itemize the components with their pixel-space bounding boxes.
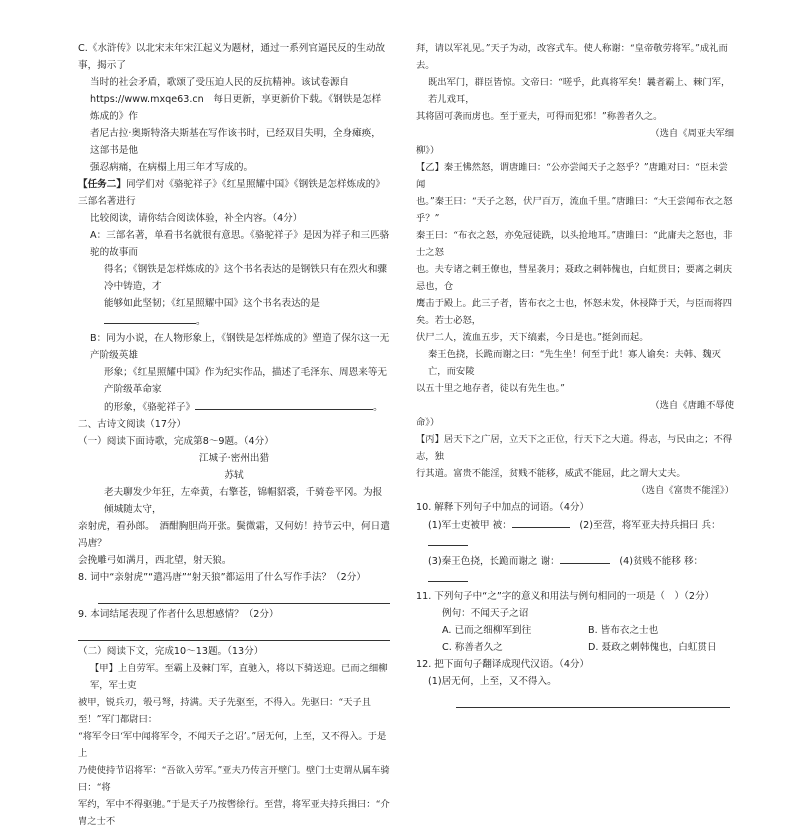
subsection-heading: （一）阅读下面诗歌，完成第8～9题。（4分） (78, 436, 274, 447)
passage-yi-line: 秦王曰：“布衣之怒，亦免冠徒跣，以头抢地耳。”唐雎曰：“此庸夫之怒也，非士之怒 (416, 230, 733, 258)
question-12: 12. 把下面句子翻译成现代汉语。（4分） (416, 659, 590, 670)
task2-b-line: 的形象，《骆驼祥子》 。 (78, 398, 390, 416)
task2-a-line: A：三部名著，单看书名就很有意思。《骆驼祥子》是因为祥子和三匹骆驼的故事而 (90, 230, 390, 258)
task2-b-line: 形象；《红星照耀中国》作为纪实作品，描述了毛泽东、周恩来等无产阶级革命家 (104, 367, 388, 395)
task2-b-line: B：同为小说，在人物形象上，《钢铁是怎样炼成的》塑造了保尔这一无产阶级英雄 (90, 333, 390, 361)
question-8: 8. 词中“亲射虎”“遣冯唐”“射天狼”都运用了什么写作手法？（2分） (78, 572, 366, 583)
question-9: 9. 本词结尾表现了作者什么思想感情？（2分） (78, 609, 279, 620)
option-c[interactable]: C. 称善者久之 (442, 642, 503, 653)
left-column (78, 40, 390, 830)
passage-jia-line: 被甲，锐兵刃，彀弓弩，持满。天子先驱至，不得入。先驱曰：“天子且至！”军门都尉曰： (78, 697, 371, 725)
right-column (416, 40, 734, 710)
poem-line: 会挽雕弓如满月，西北望，射天狼。 (78, 555, 232, 566)
option-b[interactable]: B. 皆布衣之士也 (588, 625, 659, 636)
passage-jia-line: “将军令曰‘军中闻将军令，不闻天子之诏’。”居无何，上至，又不得入。于是上 (78, 731, 387, 759)
passage-yi-line: 秦王色挠，长跪而谢之曰：“先生坐！何至于此！寡人谕矣：夫韩、魏灭亡，而安陵 (428, 349, 721, 377)
answer-blank[interactable] (428, 534, 468, 546)
answer-line-8[interactable] (98, 591, 390, 604)
question-12-item: (1)居无何，上至，又不得入。 (428, 676, 557, 687)
passage-source: （选自《周亚夫军细 (650, 128, 734, 139)
option-d[interactable]: D. 聂政之刺韩傀也，白虹贯日 (588, 642, 717, 653)
answer-blank[interactable] (560, 552, 610, 564)
answer-line-12[interactable] (456, 695, 730, 708)
task2-a-line: 能够如此坚韧；《红星照耀中国》这个书名表达的是。 (104, 298, 320, 327)
option-c-line: 强忍病痛，在病榻上用三年才写成的。 (90, 162, 254, 173)
passage-bing-line: 【丙】居天下之广居，立天下之正位，行天下之大道。得志，与民由之；不得志，独 (416, 434, 733, 462)
subsection-heading: （二）阅读下文，完成10～13题。（13分） (78, 646, 264, 657)
passage-source: （选自《富贵不能淫》） (636, 485, 734, 496)
question-10: 10. 解释下列句子中加点的词语。（4分） (416, 502, 590, 513)
question-11-options (416, 639, 734, 656)
question-11-example: 例句：不闻天子之诏 (442, 608, 529, 619)
passage-yi-line: 【乙】秦王怫然怒，谓唐雎曰：“公亦尝闻天子之怒乎？”唐雎对曰：“臣未尝闻 (416, 162, 728, 190)
answer-blank[interactable] (512, 516, 570, 528)
passage-yi-line: 也。夫专诸之刺王僚也，彗星袭月；聂政之刺韩傀也，白虹贯日；要离之刺庆忌也，仓 (416, 264, 733, 292)
passage-jia-line: 其将固可袭而虏也。至于亚夫，可得而犯邪！”称善者久之。 (416, 111, 663, 122)
source-url: https://www.mxqe63.cn (90, 94, 204, 105)
option-c-line: https://www.mxqe63.cn 每日更新，享更新价下载。《钢铁是怎样炼成的》作 (90, 94, 382, 122)
passage-yi-line: 也。”秦王曰：“天子之怒，伏尸百万，流血千里。”唐雎曰：“大王尝闻布衣之怒乎？” (416, 196, 733, 224)
answer-blank[interactable] (428, 570, 468, 582)
question-10-items: (1)军士吏被甲 被： (2)至营，将军亚夫持兵揖曰 兵： (416, 516, 734, 552)
passage-jia-line: 拜，请以军礼见。”天子为动，改容式车。使人称谢：“皇帝敬劳将军。”成礼而去。 (416, 43, 728, 71)
passage-jia-line: 乃使使持节诏将军：“吾欲入劳军。”亚夫乃传言开壁门。壁门士吏谓从属车骑曰：“将 (78, 765, 390, 793)
task2-heading: 【任务二】同学们对《骆驼祥子》《红星照耀中国》《钢铁是怎样炼成的》三部名著进行 (78, 179, 385, 207)
option-a[interactable]: A. 已而之细柳军到往 (442, 625, 532, 636)
passage-jia-line: 既出军门，群臣皆惊。文帝曰：“嗟乎，此真将军矣！曩者霸上、棘门军，若儿戏耳， (428, 77, 731, 105)
section-heading: 二、古诗文阅读（17分） (78, 419, 187, 430)
passage-yi-line: 鹰击于殿上。此三子者，皆布衣之士也，怀怒未发，休祲降于天，与臣而将四矣。若士必怒， (416, 298, 733, 326)
passage-source: 柳》） (416, 145, 440, 156)
poem-author: 苏轼 (224, 470, 244, 481)
passage-source: （选自《唐雎不辱使 (650, 400, 734, 411)
option-c-line: C.《水浒传》以北宋末年宋江起义为题材，通过一系列官逼民反的生动故事，揭示了 (78, 43, 386, 71)
question-11-options (416, 622, 734, 639)
task2-line: 比较阅读，请你结合阅读体验，补全内容。（4分） (90, 213, 303, 224)
answer-blank-a[interactable] (104, 312, 196, 324)
poem-line: 亲射虎，看孙郎。 酒酣胸胆尚开张。鬓微霜，又何妨！持节云中，何日遣冯唐？ (78, 521, 390, 549)
answer-line-9[interactable] (78, 628, 390, 641)
passage-yi-line: 伏尸二人，流血五步，天下缟素，今日是也。”挺剑而起。 (416, 332, 649, 343)
passage-source: 命》） (416, 417, 440, 428)
question-11: 11. 下列句子中“之”字的意义和用法与例句相同的一项是（ ）（2分） (416, 591, 715, 602)
task2-a-line: 得名；《钢铁是怎样炼成的》这个书名表达的是钢铁只有在烈火和骤冷中铸造，才 (104, 264, 388, 292)
passage-jia-line: 军约，军中不得驱驰。”于是天子乃按辔徐行。至营，将军亚夫持兵揖曰：“介胄之士不 (78, 799, 390, 827)
question-10-items: (3)秦王色挠，长跪而谢之 谢： (4)贫贱不能移 移： (416, 552, 734, 588)
answer-blank-b[interactable] (195, 398, 373, 410)
passage-bing-line: 行其道。富贵不能淫，贫贱不能移，威武不能屈，此之谓大丈夫。 (416, 468, 686, 479)
passage-yi-line: 以五十里之地存者，徒以有先生也。” (416, 383, 565, 394)
passage-jia-line: 【甲】上自劳军。至霸上及棘门军，直驰入，将以下骑送迎。已而之细柳军，军士吏 (90, 663, 388, 691)
poem-line: 老夫聊发少年狂，左牵黄，右擎苍，锦帽貂裘，千骑卷平冈。为报倾城随太守， (104, 487, 383, 515)
poem-title: 江城子·密州出猎 (198, 453, 270, 464)
option-c-line: 当时的社会矛盾，歌颂了受压迫人民的反抗精神。该试卷源自 (90, 77, 350, 88)
option-c-line: 者尼古拉·奥斯特洛夫斯基在写作该书时，已经双目失明，全身瘫痪，这部书是他 (90, 128, 381, 156)
